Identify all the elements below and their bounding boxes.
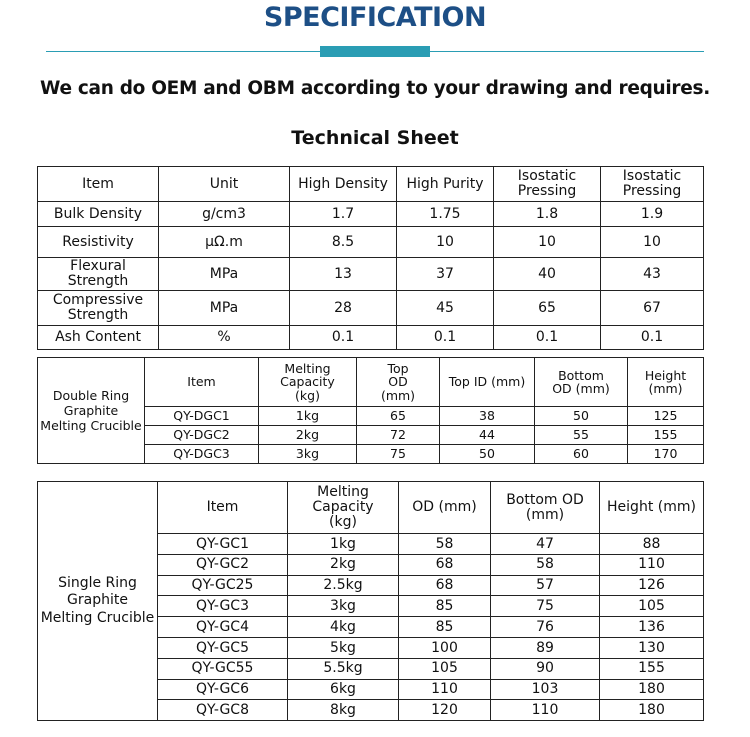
- header-cell: Item: [145, 358, 259, 407]
- table-cell: QY-GC25: [158, 575, 288, 596]
- table-row: [38, 258, 704, 291]
- table-cell: %: [159, 326, 290, 350]
- table-cell: QY-GC8: [158, 700, 288, 721]
- table-header-row: [38, 482, 704, 534]
- table-row: [38, 227, 704, 258]
- table-cell: 37: [397, 258, 494, 291]
- table-cell: QY-GC6: [158, 679, 288, 700]
- table-cell: 10: [601, 227, 704, 258]
- table-cell: 68: [399, 575, 491, 596]
- table-cell: 8kg: [288, 700, 399, 721]
- table-cell: Bulk Density: [38, 202, 159, 227]
- table-cell: μΩ.m: [159, 227, 290, 258]
- header-cell: Top OD (mm): [357, 358, 440, 407]
- table-row: [38, 202, 704, 227]
- table-cell: QY-GC4: [158, 617, 288, 638]
- table-cell: 58: [399, 534, 491, 555]
- table-cell: 10: [397, 227, 494, 258]
- title-divider-accent: [320, 46, 430, 57]
- table-cell: 60: [535, 445, 628, 464]
- table-cell: 68: [399, 554, 491, 575]
- table-cell: 130: [600, 637, 704, 658]
- table-cell: 0.1: [397, 326, 494, 350]
- table-cell: 2kg: [288, 554, 399, 575]
- table-cell: 40: [494, 258, 601, 291]
- crucible-type-label: Double Ring Graphite Melting Crucible: [38, 358, 145, 464]
- table-cell: QY-GC2: [158, 554, 288, 575]
- table-cell: 50: [535, 407, 628, 426]
- table-cell: 155: [600, 658, 704, 679]
- table-cell: 100: [399, 637, 491, 658]
- table-cell: MPa: [159, 258, 290, 291]
- header-cell: Item: [158, 482, 288, 534]
- table-cell: 13: [290, 258, 397, 291]
- table-cell: QY-DGC2: [145, 426, 259, 445]
- table-cell: 0.1: [601, 326, 704, 350]
- table-cell: 180: [600, 679, 704, 700]
- table-cell: 55: [535, 426, 628, 445]
- table-cell: 76: [491, 617, 600, 638]
- table-cell: 180: [600, 700, 704, 721]
- table-cell: QY-GC5: [158, 637, 288, 658]
- header-cell: High Density: [290, 167, 397, 202]
- table-cell: 0.1: [290, 326, 397, 350]
- table-cell: 75: [357, 445, 440, 464]
- table-cell: 75: [491, 596, 600, 617]
- table-cell: 105: [600, 596, 704, 617]
- table-cell: 3kg: [259, 445, 357, 464]
- table-cell: 57: [491, 575, 600, 596]
- technical-sheet-table: [37, 166, 704, 350]
- table-cell: 50: [440, 445, 535, 464]
- table-cell: Flexural Strength: [38, 258, 159, 291]
- table-cell: 120: [399, 700, 491, 721]
- technical-sheet-title: Technical Sheet: [291, 127, 459, 149]
- header-cell: Height (mm): [628, 358, 704, 407]
- table-cell: 8.5: [290, 227, 397, 258]
- table-cell: 5kg: [288, 637, 399, 658]
- table-cell: 105: [399, 658, 491, 679]
- table-cell: QY-GC55: [158, 658, 288, 679]
- table-cell: 1.8: [494, 202, 601, 227]
- table-cell: 126: [600, 575, 704, 596]
- table-cell: 67: [601, 291, 704, 326]
- table-cell: 1.75: [397, 202, 494, 227]
- table-header-row: [38, 358, 704, 407]
- table-cell: 3kg: [288, 596, 399, 617]
- table-cell: 44: [440, 426, 535, 445]
- header-cell: Bottom OD (mm): [535, 358, 628, 407]
- table-cell: 110: [600, 554, 704, 575]
- table-cell: 88: [600, 534, 704, 555]
- header-cell: Item: [38, 167, 159, 202]
- table-cell: 10: [494, 227, 601, 258]
- header-cell: High Purity: [397, 167, 494, 202]
- table-cell: 136: [600, 617, 704, 638]
- header-cell: Height (mm): [600, 482, 704, 534]
- table-cell: Compressive Strength: [38, 291, 159, 326]
- table-cell: 1.9: [601, 202, 704, 227]
- table-cell: QY-DGC3: [145, 445, 259, 464]
- table-cell: 4kg: [288, 617, 399, 638]
- table-cell: 47: [491, 534, 600, 555]
- table-cell: 103: [491, 679, 600, 700]
- table-cell: QY-GC1: [158, 534, 288, 555]
- table-row: [38, 326, 704, 350]
- table-cell: 125: [628, 407, 704, 426]
- table-cell: 45: [397, 291, 494, 326]
- page-title: SPECIFICATION: [263, 2, 487, 33]
- header-cell: Bottom OD (mm): [491, 482, 600, 534]
- table-cell: 85: [399, 617, 491, 638]
- table-cell: 85: [399, 596, 491, 617]
- table-cell: MPa: [159, 291, 290, 326]
- table-cell: 110: [491, 700, 600, 721]
- table-cell: 65: [357, 407, 440, 426]
- table-cell: 6kg: [288, 679, 399, 700]
- table-cell: 65: [494, 291, 601, 326]
- table-cell: 155: [628, 426, 704, 445]
- table-cell: 43: [601, 258, 704, 291]
- header-cell: Top ID (mm): [440, 358, 535, 407]
- table-cell: 110: [399, 679, 491, 700]
- table-cell: Ash Content: [38, 326, 159, 350]
- table-cell: 38: [440, 407, 535, 426]
- table-cell: 58: [491, 554, 600, 575]
- single-ring-crucible-table: [37, 481, 704, 721]
- table-cell: 72: [357, 426, 440, 445]
- table-cell: 0.1: [494, 326, 601, 350]
- header-cell: OD (mm): [399, 482, 491, 534]
- header-cell: Melting Capacity (kg): [259, 358, 357, 407]
- table-cell: 170: [628, 445, 704, 464]
- table-cell: 28: [290, 291, 397, 326]
- crucible-type-label: Single Ring Graphite Melting Crucible: [38, 482, 158, 721]
- table-cell: 2.5kg: [288, 575, 399, 596]
- double-ring-crucible-table: [37, 357, 704, 464]
- table-cell: 5.5kg: [288, 658, 399, 679]
- table-cell: 90: [491, 658, 600, 679]
- table-cell: 1kg: [288, 534, 399, 555]
- table-row: [38, 291, 704, 326]
- table-cell: 89: [491, 637, 600, 658]
- header-cell: Isostatic Pressing: [601, 167, 704, 202]
- header-cell: Melting Capacity (kg): [288, 482, 399, 534]
- header-cell: Isostatic Pressing: [494, 167, 601, 202]
- table-cell: g/cm3: [159, 202, 290, 227]
- table-cell: QY-GC3: [158, 596, 288, 617]
- table-cell: 1kg: [259, 407, 357, 426]
- table-cell: Resistivity: [38, 227, 159, 258]
- table-header-row: [38, 167, 704, 202]
- header-cell: Unit: [159, 167, 290, 202]
- table-cell: QY-DGC1: [145, 407, 259, 426]
- table-cell: 1.7: [290, 202, 397, 227]
- table-cell: 2kg: [259, 426, 357, 445]
- oem-tagline: We can do OEM and OBM according to your drawing and requires.: [40, 78, 710, 99]
